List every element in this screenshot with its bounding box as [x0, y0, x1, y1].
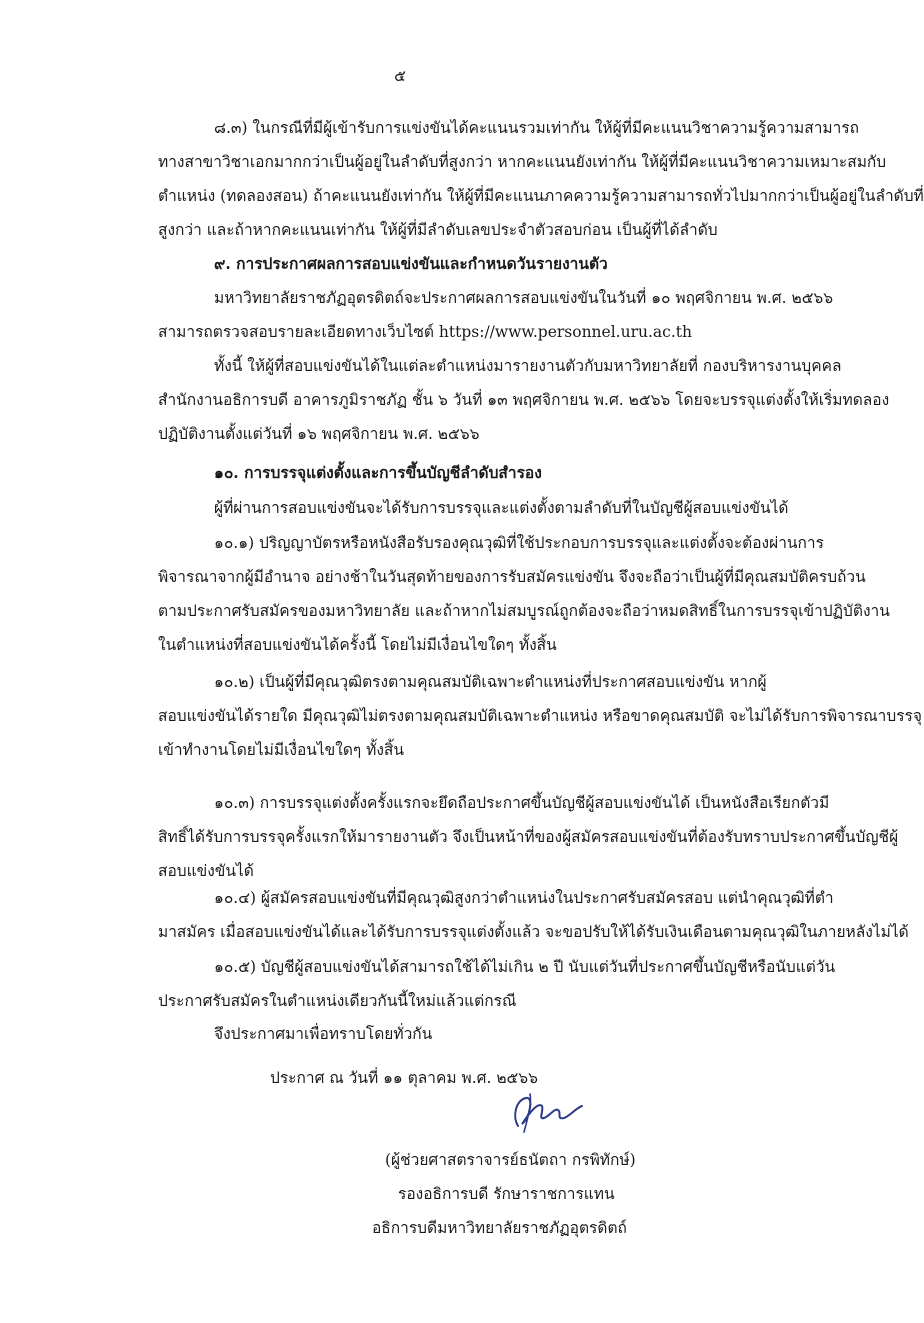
- body-line: เข้าทำงานโดยไม่มีเงื่อนไขใดๆ ทั้งสิ้น: [158, 741, 404, 759]
- body-line: สูงกว่า และถ้าหากคะแนนเท่ากัน ให้ผู้ที่มีลำดับเลขประจำตัวสอบก่อน เป็นผู้ที่ได้ลำดับ: [158, 221, 718, 239]
- body-line: ๑๐.๔) ผู้สมัครสอบแข่งขันที่มีคุณวุฒิสูงกว่าตำแหน่งในประกาศรับสมัครสอบ แต่นำคุณวุฒิที่ตำ: [214, 889, 834, 907]
- body-line: ประกาศรับสมัครในตำแหน่งเดียวกันนี้ใหม่แล้วแต่กรณี: [158, 992, 517, 1010]
- announcement-date: ประกาศ ณ วันที่ ๑๑ ตุลาคม พ.ศ. ๒๕๖๖: [270, 1069, 538, 1087]
- body-line: สอบแข่งขันได้: [158, 862, 254, 880]
- body-line: ๑๐. การบรรจุแต่งตั้งและการขึ้นบัญชีลำดับสำรอง: [214, 463, 542, 482]
- body-line: มหาวิทยาลัยราชภัฏอุตรดิตถ์จะประกาศผลการสอบแข่งขันในวันที่ ๑๐ พฤศจิกายน พ.ศ. ๒๕๖๖: [214, 289, 834, 307]
- signer-title-line1: รองอธิการบดี รักษาราชการแทน: [398, 1185, 615, 1203]
- body-line: สิทธิ์ได้รับการบรรจุครั้งแรกให้มารายงานตัว จึงเป็นหน้าที่ของผู้สมัครสอบแข่งขันที่ต้องรับทราบประกาศขึ้นบัญชีผู้: [158, 828, 899, 846]
- body-line: ตามประกาศรับสมัครของมหาวิทยาลัย และถ้าหากไม่สมบูรณ์ถูกต้องจะถือว่าหมดสิทธิ์ในการบรรจุเข้าปฏิบัติงาน: [158, 602, 890, 620]
- body-line: ปฏิบัติงานตั้งแต่วันที่ ๑๖ พฤศจิกายน พ.ศ. ๒๕๖๖: [158, 425, 480, 443]
- body-line: พิจารณาจากผู้มีอำนาจ อย่างช้าในวันสุดท้ายของการรับสมัครแข่งขัน จึงจะถือว่าเป็นผู้ที่มีคุณสมบัติครบถ้วน: [158, 568, 866, 586]
- handwritten-signature: [500, 1088, 585, 1138]
- body-line: ๑๐.๒) เป็นผู้ที่มีคุณวุฒิตรงตามคุณสมบัติเฉพาะตำแหน่งที่ประกาศสอบแข่งขัน หากผู้: [214, 673, 767, 691]
- body-line: ในตำแหน่งที่สอบแข่งขันได้ครั้งนี้ โดยไม่มีเงื่อนไขใดๆ ทั้งสิ้น: [158, 636, 557, 654]
- body-line: ทั้งนี้ ให้ผู้ที่สอบแข่งขันได้ในแต่ละตำแหน่งมารายงานตัวกับมหาวิทยาลัยที่ กองบริหารงานบุคคล: [214, 357, 842, 375]
- body-line: สำนักงานอธิการบดี อาคารภูมิราชภัฏ ชั้น ๖ วันที่ ๑๓ พฤศจิกายน พ.ศ. ๒๕๖๖ โดยจะบรรจุแต่งตั้งให้เริ่มทดลอง: [158, 391, 890, 409]
- body-line: ทางสาขาวิชาเอกมากกว่าเป็นผู้อยู่ในลำดับที่สูงกว่า หากคะแนนยังเท่ากัน ให้ผู้ที่มีคะแนนวิชาความเหมาะสมกับ: [158, 153, 887, 171]
- body-line: ๘.๓) ในกรณีที่มีผู้เข้ารับการแข่งขันได้คะแนนรวมเท่ากัน ให้ผู้ที่มีคะแนนวิชาความรู้ความสามารถ: [214, 119, 860, 137]
- signer-name: (ผู้ช่วยศาสตราจารย์ธนัตถา กรพิทักษ์): [385, 1151, 636, 1169]
- body-line: สามารถตรวจสอบรายละเอียดทางเว็บไซต์ https://www.personnel.uru.ac.th: [158, 323, 692, 341]
- body-line: มาสมัคร เมื่อสอบแข่งขันได้และได้รับการบรรจุแต่งตั้งแล้ว จะขอปรับให้ได้รับเงินเดือนตามคุณวุฒิในภายหลังไม่ได้: [158, 923, 909, 941]
- body-line: ๙. การประกาศผลการสอบแข่งขันและกำหนดวันรายงานตัว: [214, 254, 608, 273]
- body-line: ๑๐.๓) การบรรจุแต่งตั้งครั้งแรกจะยึดถือประกาศขึ้นบัญชีผู้สอบแข่งขันได้ เป็นหนังสือเรียกตัวมี: [214, 794, 830, 812]
- signer-title-line2: อธิการบดีมหาวิทยาลัยราชภัฏอุตรดิตถ์: [372, 1219, 627, 1237]
- page-number: ๕: [394, 67, 406, 85]
- body-line: ตำแหน่ง (ทดลองสอน) ถ้าคะแนนยังเท่ากัน ให้ผู้ที่มีคะแนนภาคความรู้ความสามารถทั่วไปมากกว่าเป็นผู้อยู่ในลำดับที่: [158, 187, 924, 205]
- body-line: สอบแข่งขันได้รายใด มีคุณวุฒิไม่ตรงตามคุณสมบัติเฉพาะตำแหน่ง หรือขาดคุณสมบัติ จะไม่ได้รับการพิจารณาบรรจุ: [158, 707, 922, 725]
- body-line: ๑๐.๑) ปริญญาบัตรหรือหนังสือรับรองคุณวุฒิที่ใช้ประกอบการบรรจุและแต่งตั้งจะต้องผ่านการ: [214, 534, 824, 552]
- body-line: ผู้ที่ผ่านการสอบแข่งขันจะได้รับการบรรจุและแต่งตั้งตามลำดับที่ในบัญชีผู้สอบแข่งขันได้: [214, 499, 789, 517]
- body-line: ๑๐.๕) บัญชีผู้สอบแข่งขันได้สามารถใช้ได้ไม่เกิน ๒ ปี นับแต่วันที่ประกาศขึ้นบัญชีหรือนับแต่วัน: [214, 958, 836, 976]
- body-line: จึงประกาศมาเพื่อทราบโดยทั่วกัน: [214, 1025, 433, 1043]
